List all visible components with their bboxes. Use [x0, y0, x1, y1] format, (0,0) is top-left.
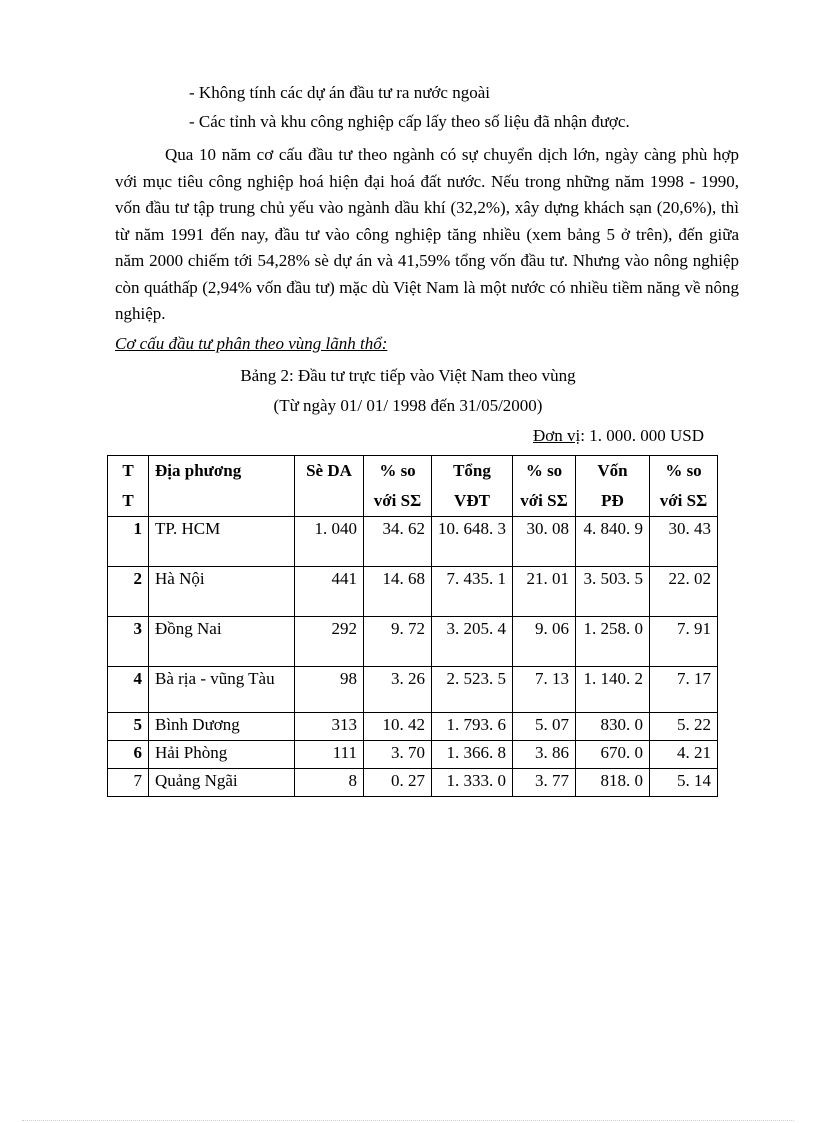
cell-pct-capital: 7. 91	[650, 617, 718, 667]
table-row	[108, 713, 718, 741]
cell-pct-capital: 30. 43	[650, 517, 718, 567]
header-capital: Vốn PĐ	[576, 456, 650, 517]
cell-region: Bình Dương	[149, 713, 295, 741]
cell-total-investment: 7. 435. 1	[432, 567, 513, 617]
cell-pct-projects: 14. 68	[364, 567, 432, 617]
header-pct-capital: % so với SΣ	[650, 456, 718, 517]
cell-region: Đồng Nai	[149, 617, 295, 667]
cell-pct-total: 7. 13	[513, 667, 576, 713]
cell-region: Bà rịa - vũng Tàu	[149, 667, 295, 713]
cell-projects: 111	[295, 741, 364, 769]
bullet-line: - Không tính các dự án đầu tư ra nước ngoài	[189, 83, 490, 102]
header-total-investment: Tổng VĐT	[432, 456, 513, 517]
cell-tt: 3	[108, 617, 149, 667]
table-row	[108, 567, 718, 617]
bullet-line: - Các tỉnh và khu công nghiệp cấp lấy theo số liệu đã nhận được.	[189, 112, 630, 131]
cell-pct-projects: 3. 70	[364, 741, 432, 769]
table-header-row	[108, 456, 718, 517]
cell-tt: 1	[108, 517, 149, 567]
page-bottom-divider	[22, 1120, 794, 1121]
header-tt: T T	[108, 456, 149, 517]
cell-region: Hải Phòng	[149, 741, 295, 769]
table-caption: Bảng 2: Đầu tư trực tiếp vào Việt Nam theo vùng	[240, 366, 576, 385]
cell-pct-projects: 0. 27	[364, 769, 432, 797]
cell-region: Quảng Ngãi	[149, 769, 295, 797]
cell-capital: 818. 0	[576, 769, 650, 797]
cell-pct-projects: 34. 62	[364, 517, 432, 567]
cell-total-investment: 1. 366. 8	[432, 741, 513, 769]
cell-pct-projects: 3. 26	[364, 667, 432, 713]
unit-note	[533, 426, 704, 446]
cell-projects: 313	[295, 713, 364, 741]
cell-pct-total: 9. 06	[513, 617, 576, 667]
cell-tt: 2	[108, 567, 149, 617]
cell-pct-total: 30. 08	[513, 517, 576, 567]
investment-table	[107, 455, 718, 797]
cell-projects: 1. 040	[295, 517, 364, 567]
cell-region: Hà Nội	[149, 567, 295, 617]
cell-capital: 3. 503. 5	[576, 567, 650, 617]
cell-total-investment: 10. 648. 3	[432, 517, 513, 567]
cell-projects: 8	[295, 769, 364, 797]
cell-pct-total: 5. 07	[513, 713, 576, 741]
cell-projects: 292	[295, 617, 364, 667]
header-region: Địa phương	[149, 456, 295, 517]
unit-value: : 1. 000. 000 USD	[580, 426, 704, 445]
cell-total-investment: 1. 333. 0	[432, 769, 513, 797]
header-pct-projects: % so với SΣ	[364, 456, 432, 517]
cell-pct-capital: 7. 17	[650, 667, 718, 713]
cell-projects: 441	[295, 567, 364, 617]
header-projects: Sè DA	[295, 456, 364, 517]
cell-total-investment: 2. 523. 5	[432, 667, 513, 713]
cell-pct-total: 21. 01	[513, 567, 576, 617]
cell-capital: 830. 0	[576, 713, 650, 741]
cell-tt: 7	[108, 769, 149, 797]
cell-tt: 4	[108, 667, 149, 713]
table-row	[108, 517, 718, 567]
cell-pct-capital: 22. 02	[650, 567, 718, 617]
cell-pct-capital: 4. 21	[650, 741, 718, 769]
table-row	[108, 769, 718, 797]
cell-total-investment: 1. 793. 6	[432, 713, 513, 741]
cell-capital: 1. 140. 2	[576, 667, 650, 713]
cell-total-investment: 3. 205. 4	[432, 617, 513, 667]
cell-capital: 4. 840. 9	[576, 517, 650, 567]
table-subcaption: (Từ ngày 01/ 01/ 1998 đến 31/05/2000)	[273, 396, 543, 415]
cell-projects: 98	[295, 667, 364, 713]
cell-pct-projects: 9. 72	[364, 617, 432, 667]
section-title: Cơ cấu đầu tư phân theo vùng lãnh thổ:	[115, 334, 388, 353]
table-row	[108, 617, 718, 667]
cell-tt: 6	[108, 741, 149, 769]
cell-capital: 1. 258. 0	[576, 617, 650, 667]
cell-pct-total: 3. 77	[513, 769, 576, 797]
header-pct-total: % so với SΣ	[513, 456, 576, 517]
table-row	[108, 667, 718, 713]
cell-pct-capital: 5. 14	[650, 769, 718, 797]
paragraph-text: Qua 10 năm cơ cấu đầu tư theo ngành có sự chuyển dịch lớn, ngày càng phù hợp với mục tiêu công nghiệp hoá hiện đại hoá đất nước. Nếu trong những năm 1998 - 1990, vốn đầu tư tập trung chủ yếu vào ngành dầu khí (32,2%), xây dựng khách sạn (20,6%), thì từ năm 1991 đến nay, đầu tư vào công nghiệp tăng nhiều (xem bảng 5 ở trên), đến giữa năm 2000 chiếm tới 54,28% sè dự án và 41,59% tổng vốn đầu tư. Nhưng vào nông nghiệp còn quáthấp (2,94% vốn đầu tư) mặc dù Việt Nam là một nước có nhiều tiềm năng về nông nghiệp.	[115, 145, 739, 323]
cell-pct-capital: 5. 22	[650, 713, 718, 741]
cell-capital: 670. 0	[576, 741, 650, 769]
cell-pct-projects: 10. 42	[364, 713, 432, 741]
table-row	[108, 741, 718, 769]
cell-pct-total: 3. 86	[513, 741, 576, 769]
cell-region: TP. HCM	[149, 517, 295, 567]
cell-tt: 5	[108, 713, 149, 741]
unit-label: Đơn vị	[533, 426, 581, 445]
body-paragraph	[115, 142, 739, 328]
